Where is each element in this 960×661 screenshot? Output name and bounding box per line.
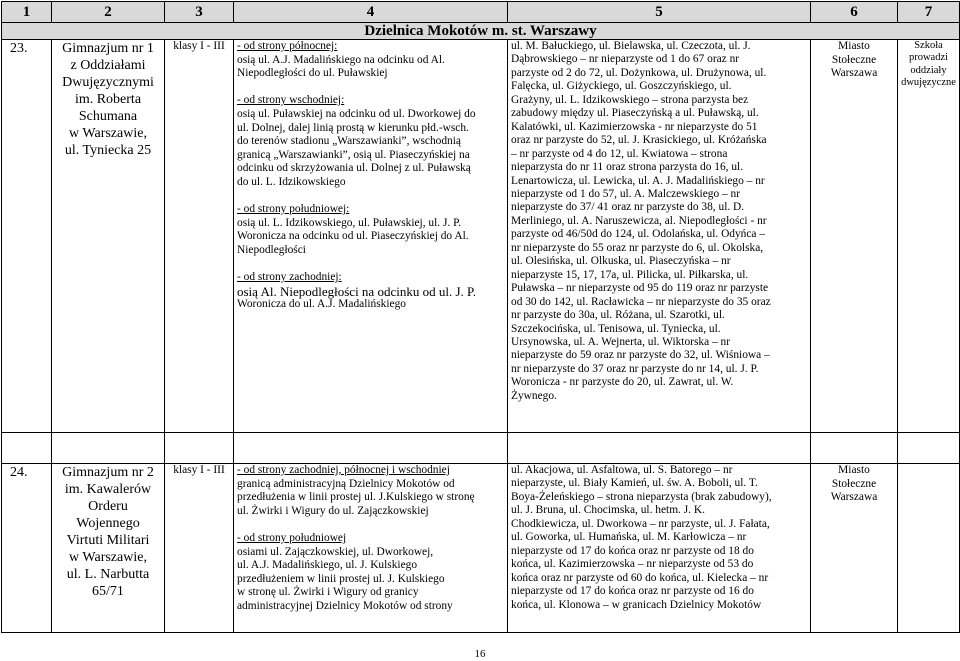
school-line: Wojennego bbox=[76, 516, 140, 531]
boundary-line: ul. Dolnej, dalej linią prostą w kierunku płd.-wsch. bbox=[237, 121, 469, 134]
school-line: z Oddziałami bbox=[70, 58, 146, 73]
street-line: Dąbrowskiego – nr nieparzyste od 1 do 67 oraz nr bbox=[511, 53, 740, 66]
boundary-line: Niepodległości bbox=[237, 243, 306, 256]
school-line: ul. Tyniecka 25 bbox=[64, 143, 152, 158]
street-line: nieparzysta do nr 11 oraz strona parzysta do 16, ul. bbox=[511, 161, 744, 174]
street-line: Boya-Żeleńskiego – strona nieparzysta (brak zabudowy), bbox=[511, 490, 772, 503]
boundary-heading: - od strony zachodniej: bbox=[237, 271, 342, 284]
column-numbers-row bbox=[2, 2, 960, 23]
boundary-line: osią ul. Puławskiej na odcinku od ul. Dworkowej do bbox=[237, 107, 476, 120]
school-line: Gimnazjum nr 2 bbox=[62, 465, 154, 480]
school-line: im. Roberta bbox=[74, 92, 142, 107]
street-line: zabudowy między ul. Piaseczyńską a ul. Puławską, ul. bbox=[511, 107, 759, 120]
school-line: Gimnazjum nr 1 bbox=[62, 41, 154, 56]
street-line: Chodkiewicza, ul. Dworkowa – nr parzyste, ul. J. Fałata, bbox=[511, 517, 770, 530]
street-line: oraz nr parzyste do 52, ul. J. Krasickiego, ul. Króżańska bbox=[511, 134, 767, 147]
street-line: Falęcka, ul. Giżyckiego, ul. Goszczyńskiego, ul. bbox=[511, 80, 732, 93]
note-line: Szkoła bbox=[914, 40, 943, 51]
boundary-line: w stronę ul. Żwirki i Wigury od granicy bbox=[237, 586, 419, 599]
table-row bbox=[2, 40, 960, 433]
street-line: parzyste od 2 do 72, ul. Dożynkowa, ul. Drużynowa, ul. bbox=[511, 66, 767, 79]
street-line: Lenartowicza, ul. Lewicka, ul. A. J. Madalińskiego – nr bbox=[511, 174, 765, 187]
boundary-line: Woronicza do ul. A.J. Madalińskiego bbox=[237, 298, 406, 311]
street-line: nieparzyste do 59 oraz nr parzyste do 32, ul. Wiśniowa – bbox=[511, 349, 770, 362]
street-list bbox=[508, 464, 811, 633]
district-boundaries bbox=[234, 40, 508, 433]
street-line: nieparzyste od 1 do 57, ul. A. Malczewskiego – nr bbox=[511, 187, 741, 200]
street-line: nieparzyste 15, 17, 17a, ul. Pilicka, ul. Piłkarska, ul. bbox=[511, 268, 749, 281]
street-line: ul. Goworka, ul. Humańska, ul. M. Karłowicza – nr bbox=[511, 531, 747, 544]
street-line: Kalatówki, ul. Kazimierzowska - nr nieparzyste do 51 bbox=[511, 120, 758, 133]
street-list bbox=[508, 40, 811, 433]
district-boundaries bbox=[234, 464, 508, 633]
school-name bbox=[52, 464, 165, 633]
city-line: Stołeczne bbox=[831, 53, 877, 66]
street-line: od 30 do 142, ul. Racławicka – nr nieparzyste do 35 oraz bbox=[511, 295, 771, 308]
school-line: Schumana bbox=[78, 109, 138, 124]
street-line: – nr parzyste od 4 do 12, ul. Kwiatowa – strona bbox=[511, 147, 728, 160]
col-header-4: 4 bbox=[234, 2, 508, 23]
note-line: prowadzi bbox=[908, 52, 949, 64]
school-line: w Warszawie, bbox=[69, 550, 147, 565]
school-line: Dwujęzycznymi bbox=[62, 75, 154, 90]
city-line: Stołeczne bbox=[831, 477, 877, 490]
street-line: Woronicza - nr parzyste do 20, ul. Zawrat, ul. W. bbox=[511, 376, 734, 389]
col-header-5: 5 bbox=[508, 2, 811, 23]
boundary-line: przedłużeniem w linii prostej ul. J. Kulskiego bbox=[237, 572, 445, 585]
boundary-line: ul. Żwirki i Wigury do ul. Zajączkowskiej bbox=[237, 504, 429, 517]
boundary-line: do terenów stadionu „Warszawianki”, wschodnią bbox=[237, 135, 461, 148]
city-name bbox=[811, 40, 898, 433]
boundary-line: granicą administracyjną Dzielnicy Mokotów od bbox=[237, 477, 455, 490]
page-number: 16 bbox=[474, 648, 486, 660]
col-header-3: 3 bbox=[165, 2, 234, 23]
note-line: dwujęzyczne bbox=[901, 77, 956, 89]
street-line: ul. M. Bałuckiego, ul. Bielawska, ul. Czeczota, ul. J. bbox=[511, 40, 751, 52]
city-name bbox=[811, 464, 898, 633]
class-range: klasy I - III bbox=[165, 464, 234, 633]
street-line: Puławska – nr nieparzyste od 95 do 119 oraz nr parzyste bbox=[511, 282, 769, 295]
boundary-heading: - od strony południowej bbox=[237, 531, 347, 544]
school-name bbox=[52, 40, 165, 433]
boundary-heading: - od strony południowej: bbox=[237, 203, 350, 216]
street-line: końca, ul. Klonowa – w granicach Dzielnicy Mokotów bbox=[511, 598, 762, 611]
district-title: Dzielnica Mokotów m. st. Warszawy bbox=[2, 23, 960, 40]
street-line: ul. J. Bruna, ul. Chocimska, ul. hetm. J. K. bbox=[511, 504, 705, 517]
city-line: Warszawa bbox=[830, 491, 878, 504]
school-line: 65/71 bbox=[92, 584, 124, 599]
boundary-line: ul. A.J. Madalińskiego, ul. J. Kulskiego bbox=[237, 559, 418, 572]
table-row bbox=[2, 464, 960, 633]
col-header-6: 6 bbox=[811, 2, 898, 23]
boundary-line: granicą „Warszawianki”, osią ul. Piaseczyńskiej na bbox=[237, 148, 470, 161]
school-line: im. Kawalerów bbox=[64, 482, 152, 497]
boundary-line: przedłużenia w linii prostej ul. J.Kulskiego w stronę bbox=[237, 491, 475, 504]
city-line: Miasto bbox=[838, 464, 870, 476]
street-line: nieparzyste, ul. Biały Kamień, ul. św. A. Boboli, ul. T. bbox=[511, 477, 758, 490]
boundary-line: Niepodległości do ul. Puławskiej bbox=[237, 67, 388, 80]
boundary-line: odcinku od skrzyżowania ul. Dolnej z ul. Puławską bbox=[237, 162, 471, 175]
street-line: nr parzyste do 30a, ul. Różana, ul. Szarotki, ul. bbox=[511, 309, 725, 322]
boundary-heading: - od strony zachodniej, północnej i wschodniej bbox=[237, 464, 450, 476]
street-line: parzyste od 46/50d do 124, ul. Odolańska, ul. Odyńca – bbox=[511, 228, 766, 241]
col-header-7: 7 bbox=[898, 2, 960, 23]
street-line: Żywnego. bbox=[511, 389, 557, 402]
school-line: ul. L. Narbutta bbox=[66, 567, 150, 582]
school-note bbox=[898, 40, 960, 433]
boundary-line: osią ul. A.J. Madalińskiego na odcinku od Al. bbox=[237, 53, 445, 66]
boundary-heading: - od strony północnej: bbox=[237, 40, 338, 52]
street-line: Merliniego, ul. A. Naruszewicza, al. Niepodległości - nr bbox=[511, 214, 767, 227]
street-line: końca oraz nr parzyste od 60 do końca, ul. Kielecka – nr bbox=[511, 571, 769, 584]
school-line: Virtuti Militari bbox=[66, 533, 150, 548]
boundary-line: osią Al. Niepodległości na odcinku od ul. J. P. bbox=[237, 283, 477, 299]
col-header-2: 2 bbox=[52, 2, 165, 23]
note-line: oddziały bbox=[910, 64, 947, 76]
schools-table bbox=[1, 1, 960, 633]
street-line: ul. Akacjowa, ul. Asfaltowa, ul. S. Batorego – nr bbox=[511, 464, 733, 476]
street-line: nr nieparzyste do 37 oraz nr parzyste do nr 14, ul. J. P. bbox=[511, 362, 759, 375]
street-line: Ursynowska, ul. A. Wejnerta, ul. Wiktorska – nr bbox=[511, 335, 731, 348]
district-row bbox=[2, 23, 960, 40]
city-line: Warszawa bbox=[830, 67, 878, 80]
school-line: w Warszawie, bbox=[69, 126, 147, 141]
row-number: 23. bbox=[2, 40, 52, 433]
street-line: nieparzyste od 17 do końca oraz nr parzyste od 18 do bbox=[511, 544, 754, 557]
school-line: Orderu bbox=[88, 499, 128, 514]
street-line: nieparzyste do 37/ 41 oraz nr parzyste do 38, ul. D. bbox=[511, 201, 745, 214]
boundary-heading: - od strony wschodniej: bbox=[237, 94, 345, 107]
street-line: nieparzyste od 17 do końca oraz nr parzyste od 16 do bbox=[511, 585, 754, 598]
boundary-line: Woronicza na odcinku od ul. Piaseczyńskiej do Al. bbox=[237, 230, 469, 243]
boundary-line: osią ul. L. Idzikowskiego, ul. Puławskiej, ul. J. P. bbox=[237, 216, 462, 229]
street-line: końca, ul. Kazimierzowska – nr nieparzyste od 53 do bbox=[511, 558, 754, 571]
boundary-line: administracyjnej Dzielnicy Mokotów od strony bbox=[237, 599, 453, 612]
boundary-line: do ul. L. Idzikowskiego bbox=[237, 175, 346, 188]
street-line: ul. Olesińska, ul. Olkuska, ul. Piaseczyńska – nr bbox=[511, 255, 731, 268]
boundary-line: osiami ul. Zajączkowskiej, ul. Dworkowej, bbox=[237, 545, 434, 558]
class-range: klasy I - III bbox=[165, 40, 234, 433]
street-line: Szczekocińska, ul. Tenisowa, ul. Tyniecka, ul. bbox=[511, 322, 721, 335]
street-line: Grażyny, ul. L. Idzikowskiego – strona parzysta bez bbox=[511, 93, 749, 106]
school-note bbox=[898, 464, 960, 633]
row-number: 24. bbox=[2, 464, 52, 633]
city-line: Miasto bbox=[838, 40, 870, 52]
col-header-1: 1 bbox=[2, 2, 52, 23]
spacer-row bbox=[2, 433, 960, 464]
street-line: nr nieparzyste do 55 oraz nr parzyste do 6, ul. Okolska, bbox=[511, 241, 764, 254]
